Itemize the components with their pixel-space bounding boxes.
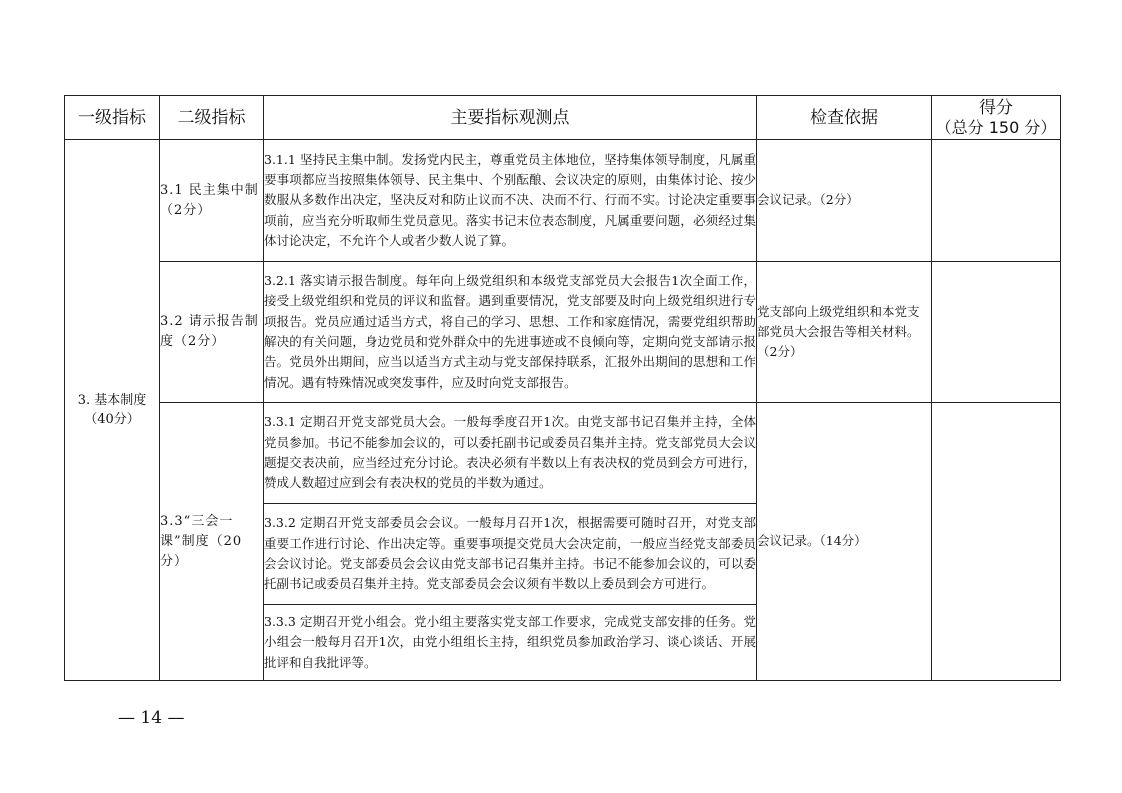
basis-cell: 会议记录。（14分） — [757, 403, 932, 681]
header-level1: 一级指标 — [65, 96, 160, 140]
level2-cell: 3.2 请示报告制度（2分） — [160, 262, 264, 403]
evaluation-table — [64, 95, 1061, 681]
observation-cell: 3.1.1 坚持民主集中制。发扬党内民主，尊重党员主体地位，坚持集体领导制度，凡属重要事项都应当按照集体领导、民主集中、个别酝酿、会议决定的原则，由集体讨论、按少数服从多数作出决定，坚决反对和防止议而不决、决而不行、行而不实。讨论决定重要事项前，应当充分听取师生党员意见。落实书记末位表态制度，凡属重要问题，必须经过集体讨论决定，不允许个人或者少数人说了算。 — [264, 140, 757, 262]
header-score — [932, 96, 1061, 140]
header-score-total: （总分 150 分） — [935, 117, 1057, 137]
table-row — [65, 403, 1061, 504]
header-level2: 二级指标 — [160, 96, 264, 140]
observation-cell: 3.2.1 落实请示报告制度。每年向上级党组织和本级党支部党员大会报告1次全面工作，接受上级党组织和党员的评议和监督。遇到重要情况，党支部要及时向上级党组织进行专项报告。党员应通过适当方式，将自己的学习、思想、工作和家庭情况，需要党组织帮助解决的有关问题，身边党员和党外群众中的先进事迹或不良倾向等，定期向党支部请示报告。党员外出期间，应当以适当方式主动与党支部保持联系，汇报外出期间的思想和工作情况。遇有特殊情况或突发事件，应及时向党支部报告。 — [264, 262, 757, 403]
score-cell[interactable] — [932, 140, 1061, 262]
table-row — [65, 262, 1061, 403]
header-observation: 主要指标观测点 — [264, 96, 757, 140]
score-cell[interactable] — [932, 262, 1061, 403]
observation-cell: 3.3.1 定期召开党支部党员大会。一般每季度召开1次。由党支部书记召集并主持，全体党员参加。书记不能参加会议的，可以委托副书记或委员召集并主持。党支部党员大会议题提交表决前，应当经过充分讨论。表决必须有半数以上有表决权的党员到会方可进行，赞成人数超过应到会有表决权的党员的半数为通过。 — [264, 403, 757, 504]
header-basis: 检查依据 — [757, 96, 932, 140]
header-score-title: 得分 — [979, 97, 1013, 118]
observation-cell: 3.3.2 定期召开党支部委员会会议。一般每月召开1次，根据需要可随时召开，对党支部重要工作进行讨论、作出决定等。重要事项提交党员大会决定前，一般应当经党支部委员会会议讨论。党支部委员会会议由党支部书记召集并主持。书记不能参加会议的，可以委托副书记或委员召集并主持。党支部委员会会议须有半数以上委员到会方可进行。 — [264, 504, 757, 605]
level2-cell: 3.1 民主集中制（2分） — [160, 140, 264, 262]
score-cell[interactable] — [932, 403, 1061, 681]
table-header-row — [65, 96, 1061, 140]
table-row — [65, 140, 1061, 262]
page-number: — 14 — — [118, 708, 185, 728]
basis-cell: 会议记录。（2分） — [757, 140, 932, 262]
level2-cell: 3.3“三会一课”制度（20分） — [160, 403, 264, 681]
observation-cell: 3.3.3 定期召开党小组会。党小组主要落实党支部工作要求，完成党支部安排的任务。党小组会一般每月召开1次，由党小组组长主持，组织党员参加政治学习、谈心谈话、开展批评和自我批评等。 — [264, 605, 757, 681]
basis-cell: 党支部向上级党组织和本党支部党员大会报告等相关材料。（2分） — [757, 262, 932, 403]
category-cell: 3. 基本制度（40分） — [65, 140, 160, 681]
